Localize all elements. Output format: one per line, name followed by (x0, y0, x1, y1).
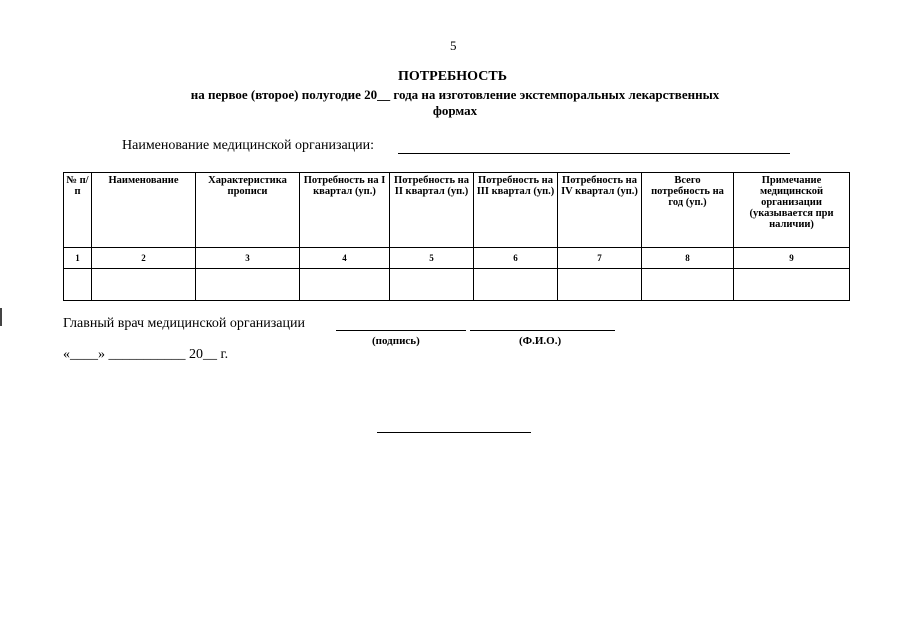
col-number-cell: 8 (642, 248, 734, 269)
chief-doctor-label: Главный врач медицинской организации (63, 316, 305, 331)
col-header-q4: Потребность на IV квартал (уп.) (558, 173, 642, 248)
table-cell[interactable] (734, 269, 850, 301)
col-number-cell: 7 (558, 248, 642, 269)
table-cell[interactable] (64, 269, 92, 301)
table-cell[interactable] (300, 269, 390, 301)
table-cell[interactable] (558, 269, 642, 301)
col-number-cell: 5 (390, 248, 474, 269)
org-name-label: Наименование медицинской организации: (122, 138, 375, 153)
date-line: «____» ___________ 20__ г. (63, 347, 229, 362)
col-header-year-total: Всего потребность на год (уп.) (642, 173, 734, 248)
document-title: ПОТРЕБНОСТЬ (398, 69, 507, 84)
fio-caption: (Ф.И.О.) (519, 335, 562, 347)
scan-margin-mark (0, 308, 2, 326)
col-number-cell: 1 (64, 248, 92, 269)
col-number-cell: 2 (92, 248, 196, 269)
table-cell[interactable] (196, 269, 300, 301)
table-cell[interactable] (390, 269, 474, 301)
fio-field-line[interactable] (470, 330, 615, 331)
col-header-prescription: Характеристика прописи (196, 173, 300, 248)
table-cell[interactable] (474, 269, 558, 301)
col-header-note: Примечание медицинской организации (указывается при наличии) (734, 173, 850, 248)
table-header-row (64, 173, 850, 248)
col-header-number: № п/п (64, 173, 92, 248)
bottom-divider (377, 432, 531, 433)
col-number-cell: 3 (196, 248, 300, 269)
table-row (64, 269, 850, 301)
table-number-row (64, 248, 850, 269)
org-name-field-line[interactable] (398, 153, 790, 154)
document-subtitle: на первое (второе) полугодие 20__ года на изготовление экстемпоральных лекарственных формах (190, 87, 720, 118)
page-number: 5 (450, 38, 457, 53)
col-header-name: Наименование (92, 173, 196, 248)
signature-caption: (подпись) (372, 335, 420, 347)
table-cell[interactable] (92, 269, 196, 301)
col-header-q3: Потребность на III квартал (уп.) (474, 173, 558, 248)
signature-field-line[interactable] (336, 330, 466, 331)
col-number-cell: 4 (300, 248, 390, 269)
requirements-table (63, 172, 850, 301)
col-header-q1: Потребность на I квартал (уп.) (300, 173, 390, 248)
col-number-cell: 6 (474, 248, 558, 269)
col-number-cell: 9 (734, 248, 850, 269)
table-cell[interactable] (642, 269, 734, 301)
col-header-q2: Потребность на II квартал (уп.) (390, 173, 474, 248)
